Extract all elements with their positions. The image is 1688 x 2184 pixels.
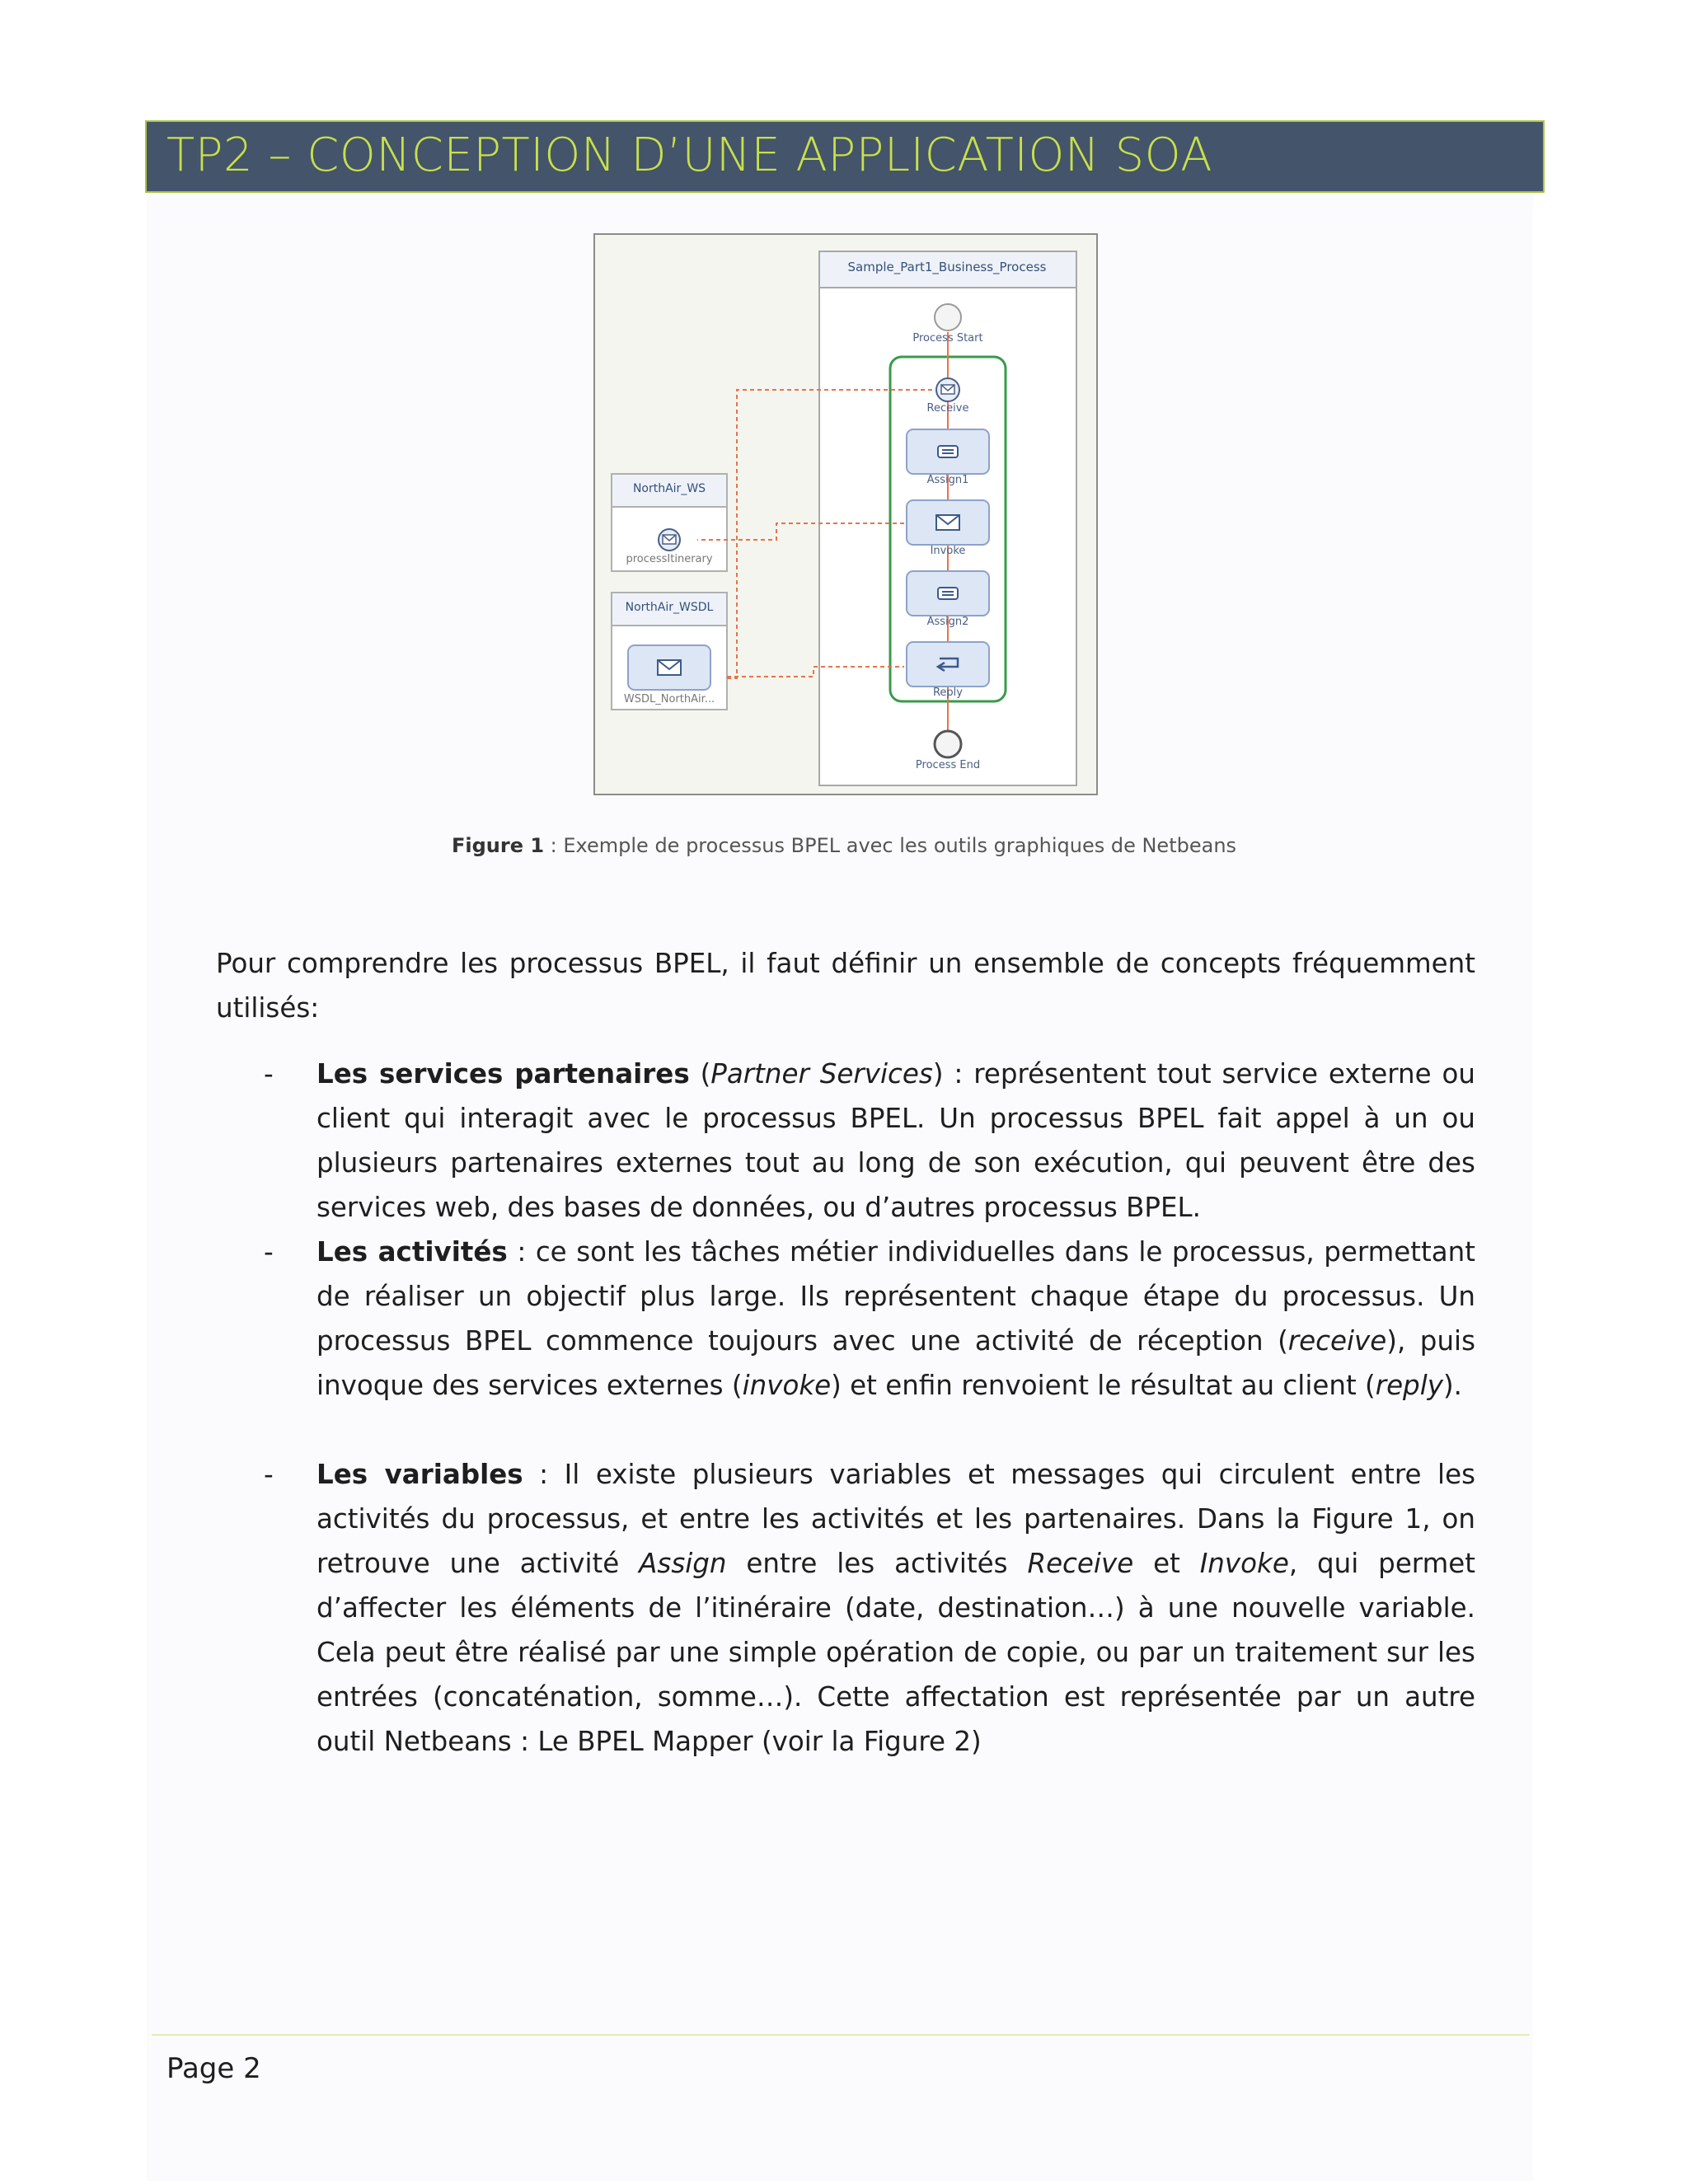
- assign1-label: Assign1: [926, 474, 969, 486]
- process-end-node: [935, 731, 961, 757]
- reply-node: [907, 642, 989, 687]
- figure-caption: [0, 834, 1688, 857]
- bpel-figure: [593, 233, 1098, 795]
- list-text: entre les activités: [726, 1548, 1028, 1579]
- partner-ws-title: NorthAir_WS: [632, 482, 706, 495]
- list-dash: -: [264, 1236, 274, 1268]
- list-italic: Invoke: [1199, 1548, 1289, 1579]
- list-text: ), puis invoque des services externes (: [316, 1325, 1475, 1401]
- assign2-label: Assign2: [926, 616, 969, 628]
- partner-ws-label: processItinerary: [626, 553, 713, 565]
- list-text: (: [689, 1058, 711, 1090]
- caption-label: Figure 1: [451, 834, 545, 857]
- list-dash: -: [264, 1459, 274, 1490]
- list-text: et: [1133, 1548, 1200, 1579]
- list-text: ) : représentent tout service externe ou client qui interagit avec le processus BPEL. Un processus BPEL fait appel à un ou plusieurs partenaires externes tout au long de son exécution, qui peuvent être des services web, des bases de données, ou d’autres processus BPEL.: [316, 1058, 1476, 1223]
- caption-text: : Exemple de processus BPEL avec les outils graphiques de Netbeans: [544, 834, 1237, 857]
- list-term: Les variables: [316, 1459, 523, 1490]
- footer-divider: [152, 2034, 1530, 2036]
- page-number: Page 2: [166, 2052, 261, 2085]
- list-italic: Partner Services: [710, 1058, 933, 1090]
- list-text: ) et enfin renvoient le résultat au client (: [831, 1370, 1376, 1401]
- list-italic: Assign: [639, 1548, 727, 1579]
- list-dash: -: [264, 1058, 274, 1090]
- reply-label: Reply: [932, 687, 963, 699]
- list-text: : Il existe plusieurs variables et messages qui circulent entre les activités du processus, et entre les activités et les partenaires. Dans la Figure 1, on retrouve une activité: [316, 1459, 1476, 1579]
- list-text: : ce sont les tâches métier individuelles dans le processus, permettant de réaliser un objectif plus large. Ils représentent chaque étape du processus. Un processus BPEL commence toujours avec une activité de réception (: [316, 1236, 1476, 1357]
- list-item-content: [316, 1452, 1475, 1764]
- list-item-content: [316, 1052, 1475, 1230]
- list-text: ).: [1442, 1370, 1462, 1401]
- list-italic: receive: [1287, 1325, 1387, 1357]
- partner-wsdl-title: NorthAir_WSDL: [625, 601, 714, 614]
- list-text: , qui permet d’affecter les éléments de l’itinéraire (date, destination…) à une nouvelle variable. Cela peut être réalisé par une simple opération de copie, ou par un traitement sur les entrées (concaténation, somme…). Cette affectation est représentée par un autre outil Netbeans : Le BPEL Mapper (voir la Figure 2): [316, 1548, 1475, 1757]
- partner-wsdl-label: WSDL_NorthAir...: [623, 693, 715, 705]
- receive-label: Receive: [926, 402, 969, 415]
- list-italic: Receive: [1027, 1548, 1134, 1579]
- process-start-node: [935, 304, 961, 330]
- list-italic: invoke: [742, 1370, 832, 1401]
- process-end-label: Process End: [915, 759, 981, 771]
- list-term: Les activités: [316, 1236, 508, 1268]
- invoke-label: Invoke: [930, 545, 966, 557]
- title-banner: [145, 120, 1545, 193]
- list-term: Les services partenaires: [316, 1058, 690, 1090]
- page-title: TP2 – CONCEPTION D’UNE APPLICATION SOA: [166, 129, 1213, 182]
- list-item-content: [316, 1230, 1475, 1408]
- process-lane-title: Sample_Part1_Business_Process: [847, 260, 1047, 274]
- list-italic: reply: [1375, 1370, 1443, 1401]
- bpel-diagram: [595, 235, 1100, 797]
- process-start-label: Process Start: [912, 332, 983, 344]
- intro-paragraph: Pour comprendre les processus BPEL, il faut définir un ensemble de concepts fréquemment utilisés:: [216, 948, 1475, 1024]
